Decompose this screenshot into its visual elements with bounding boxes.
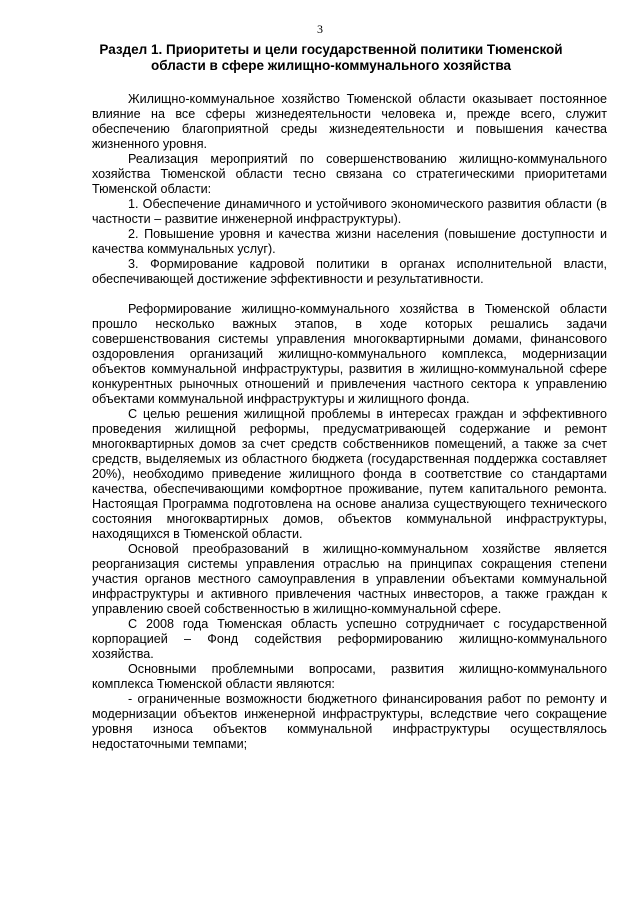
- paragraph: Основой преобразований в жилищно-коммунальном хозяйстве является реорганизация системы управления отраслью на принципах сокращения степени участия органов местного самоуправления в управлении объектами коммунальной инфраструктуры и активного привлечения частных инвесторов, а также граждан к управлению своей собственностью в жилищно-коммунальной сфере.: [92, 542, 607, 616]
- paragraph: Жилищно-коммунальное хозяйство Тюменской области оказывает постоянное влияние на все сферы жизнедеятельности человека и, прежде всего, служит обеспечению благоприятной среды жизнедеятельности и повышения качества жизненного уровня.: [92, 92, 607, 151]
- paragraph: - ограниченные возможности бюджетного финансирования работ по ремонту и модернизации объектов инженерной инфраструктуры, вследствие чего сокращение уровня износа объектов коммунальной инфраструктуры осуществлялось недостаточными темпами;: [92, 692, 607, 751]
- page-number: 3: [317, 22, 323, 36]
- paragraph: С 2008 года Тюменская область успешно сотрудничает с государственной корпорацией – Фонд содействия реформированию жилищно-коммунального хозяйства.: [92, 617, 607, 661]
- paragraph: С целью решения жилищной проблемы в интересах граждан и эффективного проведения жилищной реформы, предусматривающей содержание и ремонт многоквартирных домов за счет средств собственников помещений, а также за счет средств, выделяемых из областного бюджета (государственная поддержка составляет 20%), необходимо приведение жилищного фонда в соответствие со стандартами качества, обеспечивающими комфортное проживание, путем капитального ремонта. Настоящая Программа подготовлена на основе анализа существующего технического состояния многоквартирных домов, объектов коммунальной инфраструктуры, находящихся в Тюменской области.: [92, 407, 607, 541]
- section-heading: Раздел 1. Приоритеты и цели государственной политики Тюменской области в сфере жилищно-коммунального хозяйства: [99, 42, 563, 73]
- paragraph: 1. Обеспечение динамичного и устойчивого экономического развития области (в частности – развитие инженерной инфраструктуры).: [92, 197, 607, 226]
- paragraph: Реформирование жилищно-коммунального хозяйства в Тюменской области прошло несколько важных этапов, в ходе которых решались задачи совершенствования системы управления многоквартирными домами, финансового оздоровления организаций жилищно-коммунального комплекса, модернизации объектов коммунальной инфраструктуры, развития в жилищно-коммунальной сфере конкурентных рыночных отношений и привлечения частного сектора к управлению объектами коммунальной инфраструктуры и жилищного фонда.: [92, 302, 607, 406]
- document-body: [92, 92, 607, 752]
- paragraph: 2. Повышение уровня и качества жизни населения (повышение доступности и качества коммунальных услуг).: [92, 227, 607, 256]
- paragraph: Реализация мероприятий по совершенствованию жилищно-коммунального хозяйства Тюменской области тесно связана со стратегическими приоритетами Тюменской области:: [92, 152, 607, 196]
- paragraph: 3. Формирование кадровой политики в органах исполнительной власти, обеспечивающей достижение эффективности и результативности.: [92, 257, 607, 286]
- paragraph: Основными проблемными вопросами, развития жилищно-коммунального комплекса Тюменской области являются:: [92, 662, 607, 691]
